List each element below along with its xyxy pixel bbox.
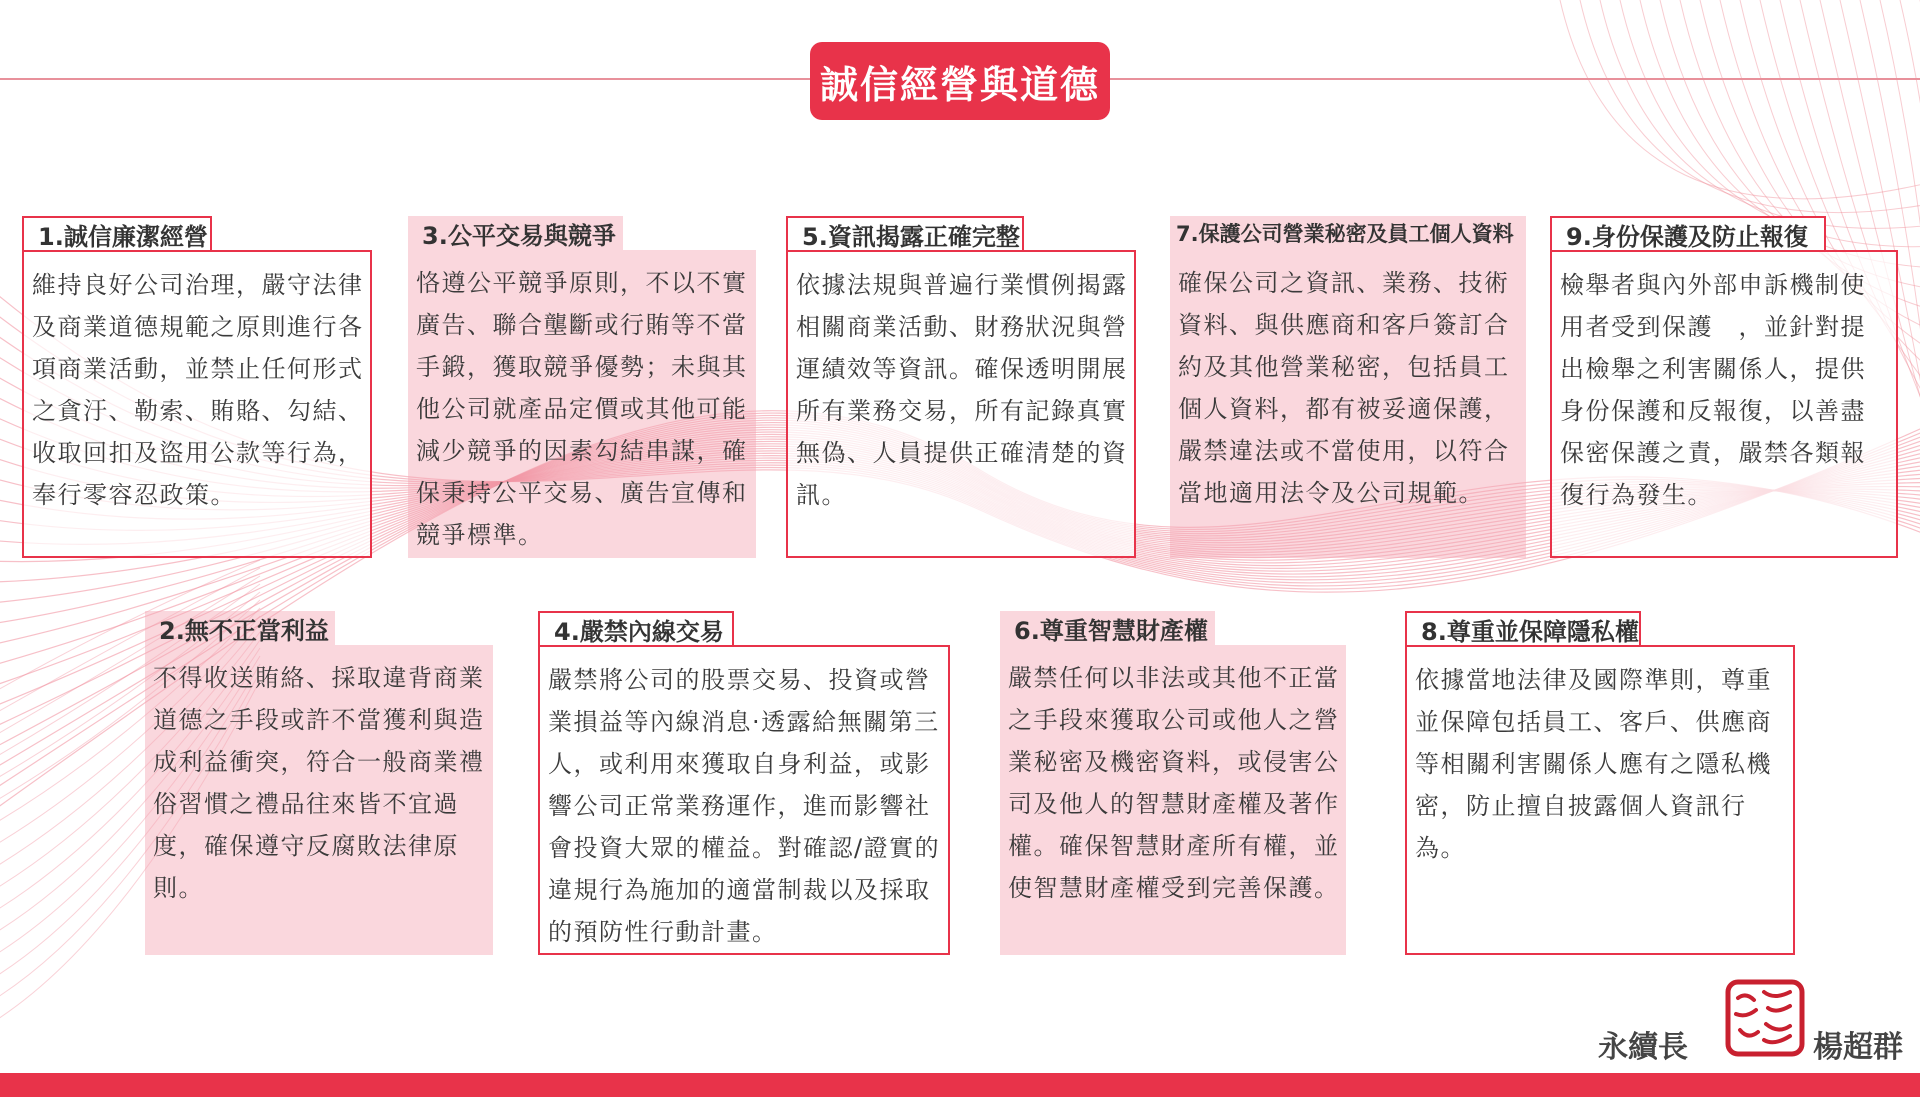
- card-title: 4.嚴禁內線交易: [538, 611, 734, 645]
- card-body: 檢舉者與內外部申訴機制使用者受到保護 ，並針對提出檢舉之利害關係人，提供身份保護和反報復，以善盡保密保護之責，嚴禁各類報復行為發生。: [1560, 271, 1866, 509]
- card-body: 嚴禁將公司的股票交易、投資或營業損益等內線消息·透露給無關第三人，或利用來獲取自身利益，或影響公司正常業務運作，進而影響社會投資大眾的權益。對確認/證實的違規行為施加的適當制裁以及採取的預防性行動計畫。: [548, 666, 941, 946]
- card-title: 6.尊重智慧財產權: [1000, 611, 1215, 645]
- card-body: 依據法規與普遍行業慣例揭露相關商業活動、財務狀況與營運績效等資訊。確保透明開展所有業務交易，所有記錄真實無偽、人員提供正確清楚的資訊。: [796, 271, 1128, 509]
- card-integrity: [22, 216, 372, 558]
- card-privacy: [1405, 611, 1795, 955]
- card-body: 不得收送賄絡、採取違背商業道德之手段或許不當獲利與造成利益衝突，符合一般商業禮俗習慣之禮品往來皆不宜過度，確保遵守反腐敗法律原則。: [153, 664, 485, 902]
- card-trade-secrets: [1170, 216, 1526, 558]
- corner-wave-line: [1620, 0, 1920, 247]
- corner-wave-line: [1600, 0, 1920, 228]
- corner-wave-line: [1560, 0, 1920, 199]
- card-title: 3.公平交易與競爭: [408, 216, 623, 250]
- card-title: 2.無不正當利益: [145, 611, 335, 645]
- card-insider-trading: [538, 611, 950, 955]
- card-title: 5.資訊揭露正確完整: [786, 216, 1024, 250]
- signature-name: 楊超群: [1813, 1030, 1903, 1065]
- card-body: 嚴禁任何以非法或其他不正當之手段來獲取公司或他人之營業秘密及機密資料，或侵害公司及他人的智慧財產權及著作權。確保智慧財產所有權，並使智慧財產權受到完善保護。: [1008, 664, 1340, 902]
- page-title: 誠信經營與道德: [810, 42, 1110, 120]
- card-title: 7.保護公司營業秘密及員工個人資料: [1170, 216, 1526, 250]
- card-no-improper-benefit: [145, 611, 493, 955]
- card-body: 恪遵公平競爭原則，不以不實廣告、聯合壟斷或行賄等不當手鍛，獲取競爭優勢；未與其他公司就產品定價或其他可能減少競爭的因素勾結串謀，確保秉持公平交易、廣告宣傳和競爭標準。: [416, 269, 748, 549]
- signature-title: 永續長: [1598, 1030, 1688, 1065]
- card-whistleblower: [1550, 216, 1898, 558]
- card-body: 確保公司之資訊、業務、技術資料、與供應商和客戶簽訂合約及其他營業秘密，包括員工個人資料，都有被妥適保護，嚴禁違法或不當使用，以符合當地適用法令及公司規範。: [1178, 269, 1510, 507]
- footer-bar: [0, 1073, 1920, 1097]
- card-body: 維持良好公司治理，嚴守法律及商業道德規範之原則進行各項商業活動，並禁止任何形式之貪汙、勒索、賄賂、勾結、收取回扣及盜用公款等行為，奉行零容忍政策。: [32, 271, 364, 509]
- card-fair-trade: [408, 216, 756, 558]
- card-title: 1.誠信廉潔經營: [22, 216, 212, 250]
- card-intellectual-property: [1000, 611, 1346, 955]
- card-title: 9.身份保護及防止報復: [1550, 216, 1826, 250]
- signature-seal: [1724, 978, 1806, 1058]
- card-title: 8.尊重並保障隱私權: [1405, 611, 1641, 645]
- card-body: 依據當地法律及國際準則，尊重並保障包括員工、客戶、供應商等相關利害關係人應有之隱私機密，防止擅自披露個人資訊行為。: [1415, 666, 1772, 862]
- card-disclosure: [786, 216, 1136, 558]
- corner-wave-line: [1580, 0, 1920, 213]
